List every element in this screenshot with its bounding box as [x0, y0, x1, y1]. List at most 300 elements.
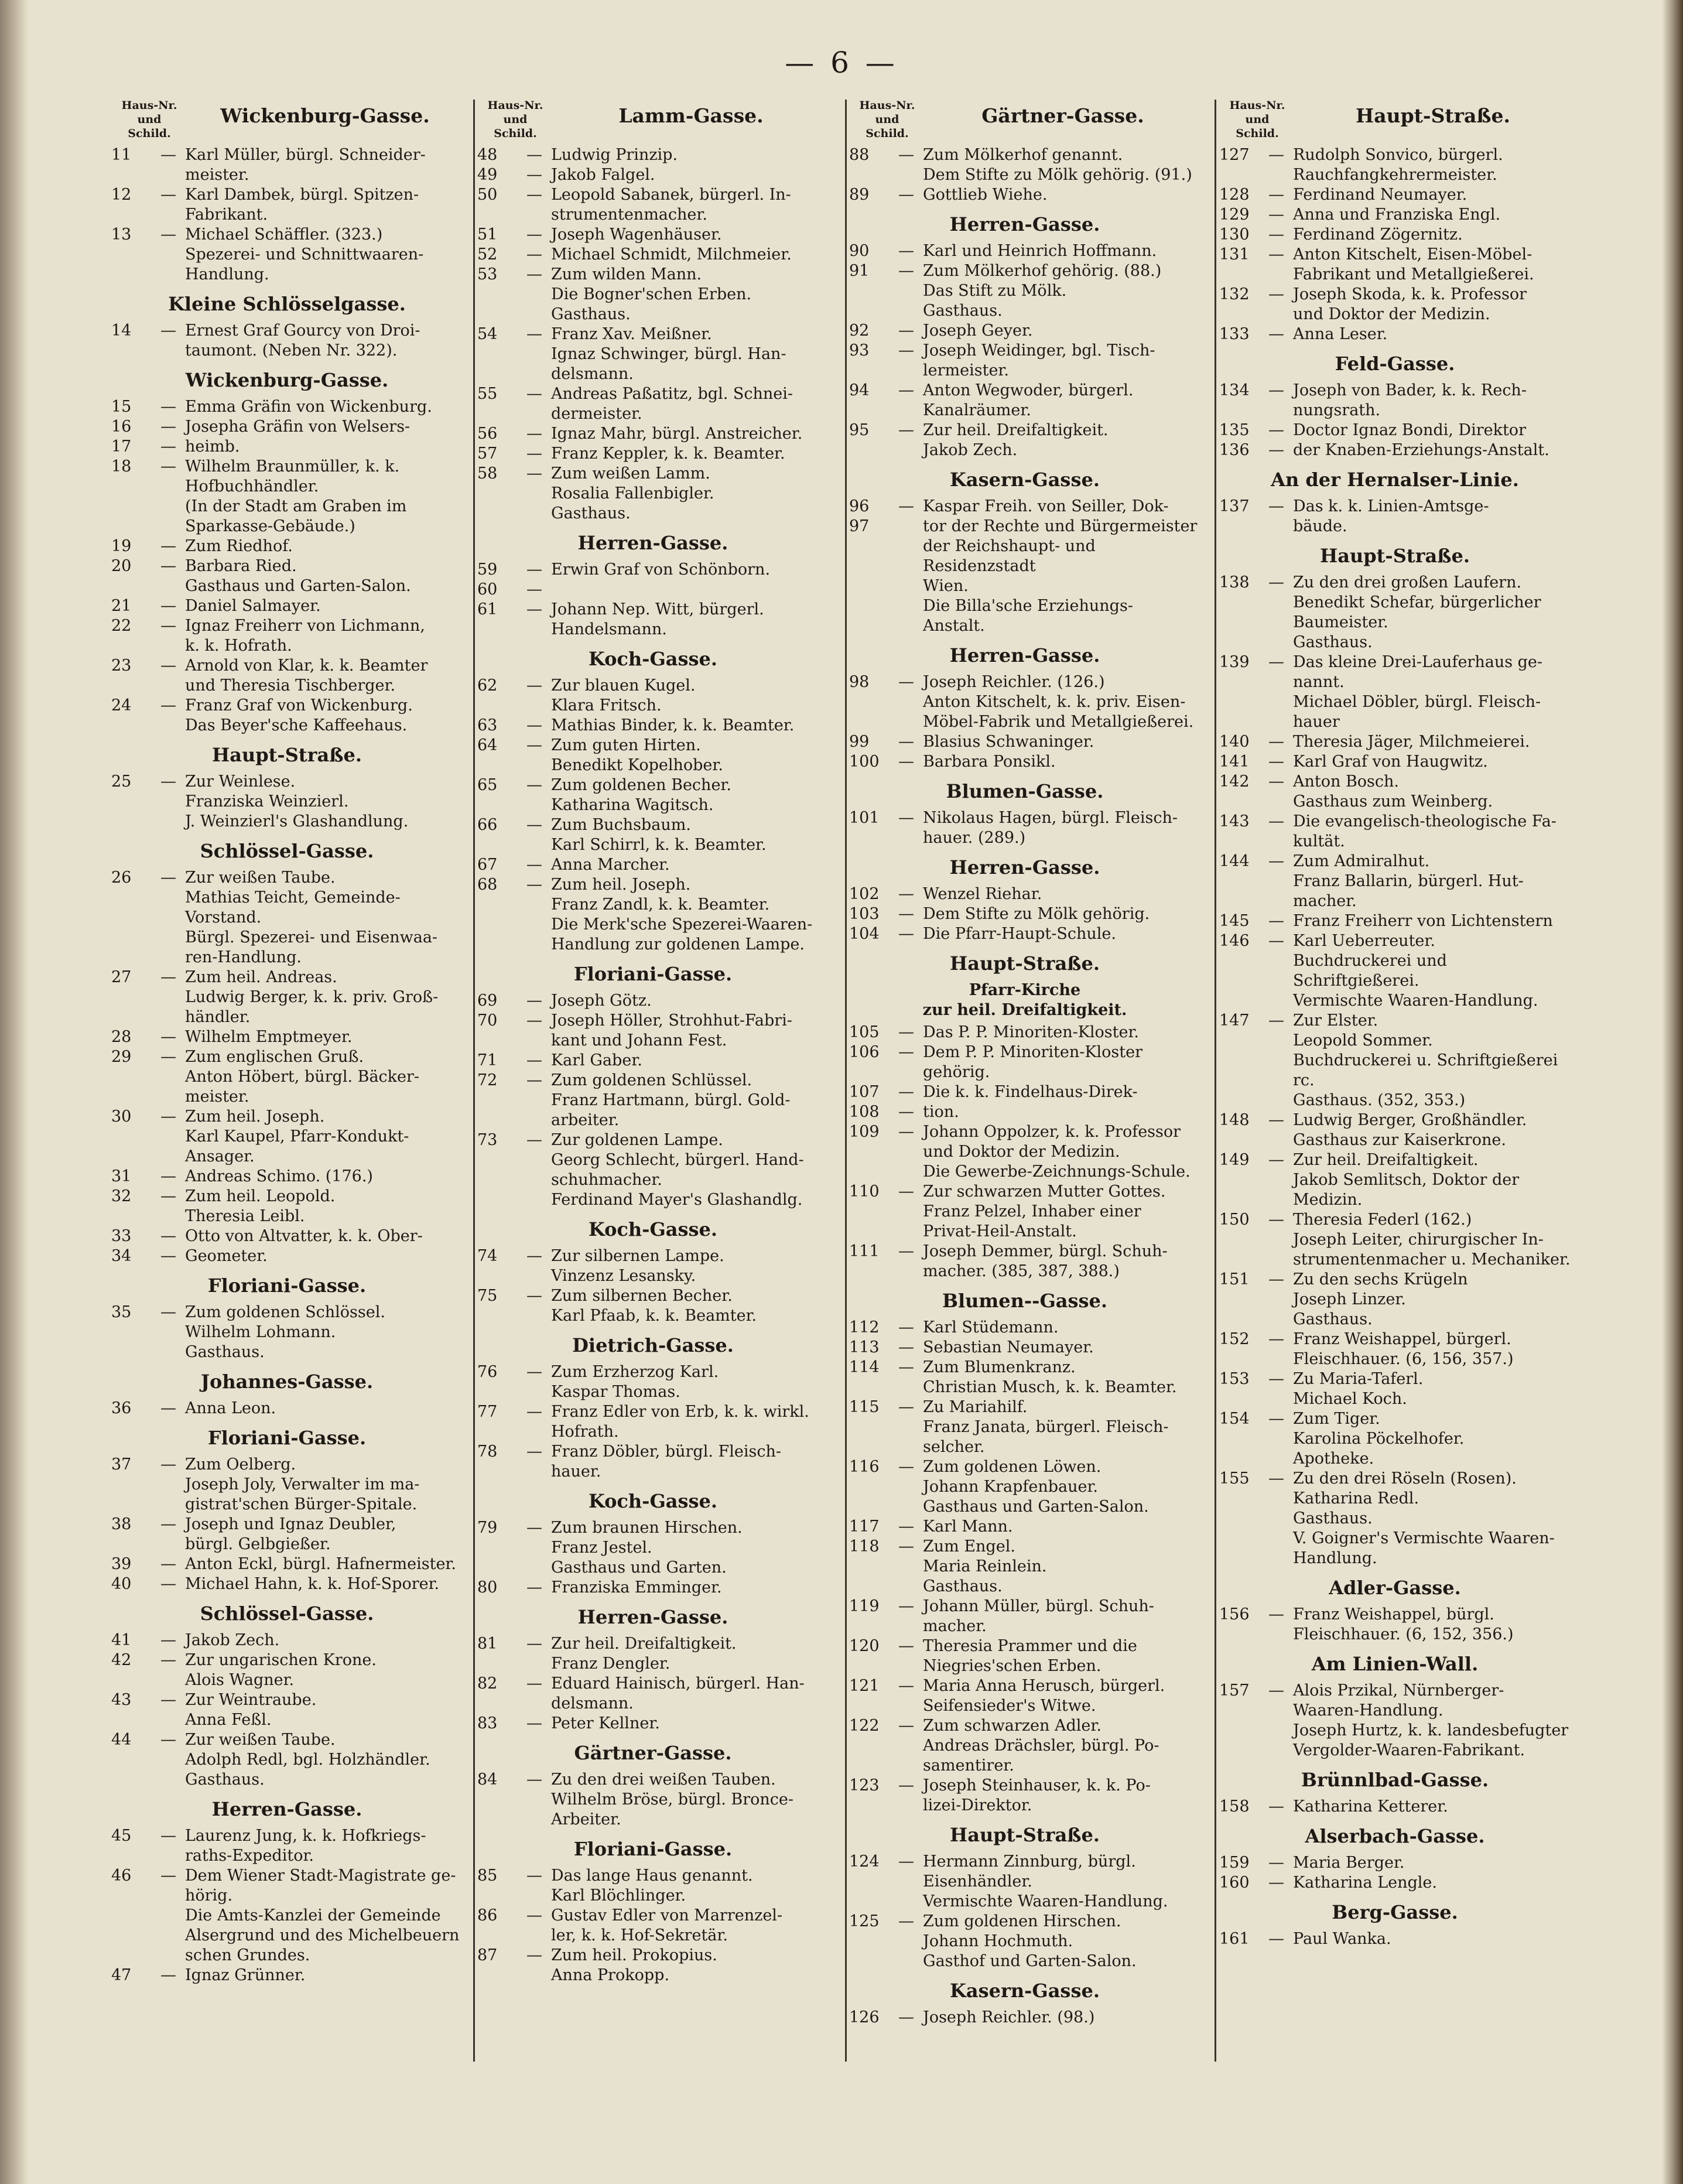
- house-number: 130: [1219, 225, 1250, 244]
- street-section-heading: Koch-Gasse.: [588, 1218, 718, 1240]
- list-item: [849, 241, 1200, 261]
- house-number: 25: [111, 773, 132, 791]
- entry-dash: —: [898, 1398, 914, 1416]
- entry-dash: —: [526, 385, 542, 403]
- house-number: 34: [111, 1247, 132, 1265]
- resident-entry: Ludwig Prinzip.: [551, 146, 678, 164]
- entry-dash: —: [526, 445, 542, 463]
- list-item: [1219, 1011, 1571, 1110]
- house-number: 74: [477, 1247, 498, 1265]
- street-section-heading: Floriani-Gasse.: [207, 1427, 367, 1449]
- house-number: 150: [1219, 1211, 1250, 1229]
- entry-dash: —: [898, 1083, 914, 1101]
- entry-dash: —: [160, 557, 176, 575]
- list-item: [1219, 812, 1571, 852]
- list-item: [1219, 285, 1571, 324]
- house-number: 87: [477, 1946, 498, 1964]
- house-number: 66: [477, 816, 498, 834]
- street-section-heading: Adler-Gasse.: [1329, 1577, 1461, 1599]
- list-item: [849, 1023, 1200, 1043]
- resident-entry: Nikolaus Hagen, bürgl. Fleisch- hauer. (289.): [923, 809, 1178, 847]
- list-item: [111, 1650, 463, 1690]
- resident-entry: Theresia Jäger, Milchmeierei.: [1293, 733, 1530, 751]
- street-section-heading: Herren-Gasse.: [949, 213, 1100, 235]
- list-item: [1219, 652, 1571, 732]
- house-number: 67: [477, 856, 498, 874]
- resident-entry: Zu den drei weißen Tauben. Wilhelm Bröse, bürgl. Bronce- Arbeiter.: [551, 1771, 794, 1828]
- resident-entry: Das P. P. Minoriten-Kloster.: [923, 1023, 1139, 1041]
- directory-column-4: [1219, 98, 1571, 2166]
- list-item: [1219, 1369, 1571, 1409]
- resident-entry: Joseph und Ignaz Deubler, bürgl. Gelbgießer.: [185, 1515, 396, 1553]
- house-number: 101: [849, 809, 880, 827]
- entry-dash: —: [898, 1043, 914, 1061]
- house-number: 153: [1219, 1370, 1250, 1388]
- house-number: 64: [477, 736, 498, 754]
- entry-dash: —: [1268, 773, 1284, 791]
- entry-dash: —: [1268, 497, 1284, 515]
- entry-dash: —: [526, 676, 542, 695]
- directory-column-1: [111, 98, 463, 2166]
- list-item: [111, 225, 463, 285]
- list-item: [111, 1455, 463, 1515]
- resident-entry: Franz Graf von Wickenburg. Das Beyer'sche Kaffeehaus.: [185, 696, 413, 734]
- house-number: 37: [111, 1455, 132, 1474]
- resident-entry: Zum heil. Prokopius. Anna Prokopp.: [551, 1946, 717, 1984]
- resident-entry: Die k. k. Findelhaus-Direk-: [923, 1083, 1138, 1101]
- page-number: — 6 —: [785, 46, 898, 80]
- resident-entry: Katharina Ketterer.: [1293, 1797, 1448, 1816]
- resident-entry: Zum heil. Joseph. Karl Kaupel, Pfarr-Kondukt- Ansager.: [185, 1108, 409, 1166]
- list-item: [477, 716, 829, 736]
- resident-entry: Zur ungarischen Krone. Alois Wagner.: [185, 1651, 377, 1689]
- house-number: 100: [849, 753, 880, 771]
- house-number: 53: [477, 265, 498, 283]
- house-number: 140: [1219, 733, 1250, 751]
- resident-entry: Karl Dambek, bürgl. Spitzen- Fabrikant.: [185, 186, 419, 224]
- house-number: 32: [111, 1187, 132, 1205]
- list-item: [477, 165, 829, 185]
- list-item: [111, 1554, 463, 1574]
- list-item: [477, 1051, 829, 1071]
- resident-entry: Ignaz Grünner.: [185, 1966, 306, 1984]
- house-number: 18: [111, 457, 132, 476]
- resident-entry: Erwin Graf von Schönborn.: [551, 560, 771, 579]
- resident-entry: Katharina Lengle.: [1293, 1874, 1437, 1892]
- list-item: [1219, 205, 1571, 225]
- list-item: [1219, 1853, 1571, 1873]
- house-number: 41: [111, 1631, 132, 1649]
- list-item: [111, 185, 463, 225]
- entry-dash: —: [1268, 1370, 1284, 1388]
- list-item: [849, 1122, 1200, 1182]
- entry-dash: —: [526, 166, 542, 184]
- resident-entry: Zu den sechs Krügeln Joseph Linzer. Gasthaus.: [1293, 1270, 1468, 1328]
- house-number: 69: [477, 992, 498, 1010]
- entry-dash: —: [526, 876, 542, 894]
- entry-dash: —: [1268, 753, 1284, 771]
- resident-entry: Zum schwarzen Adler. Andreas Drächsler, bürgl. Po- samentirer.: [923, 1717, 1159, 1775]
- resident-entry: Eduard Hainisch, bürgerl. Han- delsmann.: [551, 1674, 805, 1713]
- house-number: 131: [1219, 245, 1250, 264]
- resident-entry: Zum heil. Leopold. Theresia Leibl.: [185, 1187, 336, 1225]
- list-item: [849, 1318, 1200, 1338]
- list-item: [849, 1397, 1200, 1457]
- list-item: [477, 424, 829, 444]
- entry-dash: —: [526, 1403, 542, 1421]
- list-item: [111, 656, 463, 696]
- house-number: 78: [477, 1443, 498, 1461]
- list-item: [111, 556, 463, 596]
- entry-dash: —: [160, 438, 176, 456]
- entry-dash: —: [1268, 1854, 1284, 1872]
- list-item: [1219, 772, 1571, 812]
- entry-dash: —: [898, 673, 914, 691]
- resident-entry: Geometer.: [185, 1247, 268, 1265]
- entry-dash: —: [898, 1853, 914, 1871]
- house-number: 142: [1219, 773, 1250, 791]
- resident-entry: Zum braunen Hirschen. Franz Jestel. Gasthaus und Garten.: [551, 1519, 743, 1577]
- list-item: [849, 1912, 1200, 1971]
- house-number: 124: [849, 1853, 880, 1871]
- house-number: 59: [477, 560, 498, 579]
- list-item: [111, 868, 463, 968]
- list-item: [477, 1286, 829, 1326]
- list-item: [111, 321, 463, 361]
- resident-entry: Karl Mann.: [923, 1517, 1013, 1536]
- entry-dash: —: [1268, 146, 1284, 164]
- list-item: [111, 1866, 463, 1966]
- entry-dash: —: [526, 1443, 542, 1461]
- resident-entry: Joseph Demmer, bürgl. Schuh- macher. (385, 387, 388.): [923, 1242, 1168, 1280]
- house-number: 29: [111, 1048, 132, 1066]
- entry-dash: —: [898, 262, 914, 280]
- house-number: 56: [477, 425, 498, 443]
- list-item: [849, 884, 1200, 904]
- house-number: 105: [849, 1023, 880, 1041]
- entry-dash: —: [526, 1578, 542, 1597]
- list-item: [111, 696, 463, 736]
- column-header: [849, 98, 1200, 142]
- house-number: 36: [111, 1399, 132, 1417]
- entry-dash: —: [526, 325, 542, 343]
- list-item: [477, 1442, 829, 1482]
- resident-entry: Zum englischen Gruß. Anton Höbert, bürgl. Bäcker- meister.: [185, 1048, 420, 1106]
- entry-dash: —: [526, 225, 542, 244]
- resident-entry: Franz Weishappel, bürgerl. Fleischhauer. (6, 156, 357.): [1293, 1330, 1514, 1368]
- entry-dash: —: [898, 497, 914, 515]
- resident-entry: Ignaz Freiherr von Lichmann, k. k. Hofrath.: [185, 617, 425, 655]
- entry-dash: —: [160, 1691, 176, 1709]
- resident-entry: Zur weißen Taube. Adolph Redl, bgl. Holzhändler. Gasthaus.: [185, 1731, 430, 1789]
- house-number: 160: [1219, 1874, 1250, 1892]
- list-item: [849, 2008, 1200, 2028]
- house-number: 113: [849, 1338, 880, 1356]
- entry-dash: —: [1268, 812, 1284, 830]
- house-number: 42: [111, 1651, 132, 1669]
- resident-entry: Zur blauen Kugel. Klara Fritsch.: [551, 676, 696, 715]
- house-number: 147: [1219, 1011, 1250, 1030]
- street-section-heading: Herren-Gasse.: [949, 856, 1100, 879]
- entry-dash: —: [1268, 1270, 1284, 1288]
- resident-entry: Karl Gaber.: [551, 1051, 642, 1069]
- resident-entry: Zur Elster. Leopold Sommer. Buchdruckerei u. Schriftgießerei rc. Gasthaus. (352, 353.): [1293, 1011, 1558, 1109]
- house-number: 33: [111, 1227, 132, 1245]
- house-number: 72: [477, 1071, 498, 1089]
- house-number: 22: [111, 617, 132, 635]
- street-section-heading: Feld-Gasse.: [1335, 353, 1455, 375]
- entry-dash: —: [526, 736, 542, 754]
- list-item: [849, 808, 1200, 848]
- resident-entry: Ludwig Berger, Großhändler. Gasthaus zur Kaiserkrone.: [1293, 1111, 1527, 1149]
- house-number: 28: [111, 1028, 132, 1046]
- house-number: 70: [477, 1011, 498, 1030]
- resident-entry: Joseph von Bader, k. k. Rech- nungsrath.: [1293, 381, 1527, 419]
- house-number: 15: [111, 398, 132, 416]
- resident-entry: Dem Wiener Stadt-Magistrate ge- hörig. Die Amts-Kanzlei der Gemeinde Alsergrund und des Michelbeuern schen Grundes.: [185, 1867, 460, 1964]
- resident-entry: Josepha Gräfin von Welsers-: [185, 418, 411, 436]
- resident-entry: Zur heil. Dreifaltigkeit. Jakob Zech.: [923, 421, 1109, 459]
- entry-dash: —: [898, 341, 914, 360]
- house-number: 91: [849, 262, 870, 280]
- list-item: [849, 924, 1200, 944]
- resident-entry: Gottlieb Wiehe.: [923, 186, 1048, 204]
- entry-dash: —: [898, 1517, 914, 1536]
- house-number: 137: [1219, 497, 1250, 515]
- church-note: Pfarr-Kirche zur heil. Dreifaltigkeit.: [922, 981, 1127, 1019]
- list-item: [1219, 245, 1571, 285]
- list-item: [849, 752, 1200, 772]
- resident-entry: Franz Döbler, bürgl. Fleisch- hauer.: [551, 1443, 781, 1481]
- list-item: [1219, 752, 1571, 772]
- resident-entry: Zum Mölkerhof gehörig. (88.) Das Stift zu Mölk. Gasthaus.: [923, 262, 1162, 320]
- house-number: 27: [111, 968, 132, 986]
- list-item: [1219, 1797, 1571, 1817]
- street-section-heading: Kasern-Gasse.: [950, 1980, 1100, 2002]
- resident-entry: Joseph Reichler. (126.) Anton Kitschelt, k. k. priv. Eisen- Möbel-Fabrik und Metallgießerei.: [923, 673, 1194, 731]
- entry-dash: —: [526, 464, 542, 483]
- list-item: [1219, 931, 1571, 1011]
- entry-dash: —: [526, 1714, 542, 1732]
- entry-dash: —: [160, 869, 176, 887]
- page-edge-shadow: [1662, 0, 1683, 2184]
- entry-dash: —: [160, 773, 176, 791]
- entry-dash: —: [1268, 653, 1284, 671]
- entry-dash: —: [1268, 912, 1284, 930]
- resident-entry: Das kleine Drei-Lauferhaus ge- nannt. Michael Döbler, bürgl. Fleisch- hauer: [1293, 653, 1543, 731]
- list-item: [111, 1399, 463, 1419]
- entry-dash: —: [1268, 1011, 1284, 1030]
- list-item: [111, 536, 463, 556]
- resident-entry: Jakob Zech.: [185, 1631, 280, 1649]
- entry-dash: —: [160, 1631, 176, 1649]
- resident-entry: Rudolph Sonvico, bürgerl. Rauchfangkehrermeister.: [1293, 146, 1503, 184]
- entry-dash: —: [526, 1011, 542, 1030]
- street-section-heading: Haupt-Straße.: [1320, 545, 1470, 567]
- entry-dash: —: [160, 1867, 176, 1885]
- house-number: 141: [1219, 753, 1250, 771]
- entry-dash: —: [898, 1318, 914, 1337]
- house-number: 26: [111, 869, 132, 887]
- resident-entry: Das k. k. Linien-Amtsge- bäude.: [1293, 497, 1489, 535]
- resident-entry: Sebastian Neumayer.: [923, 1338, 1094, 1356]
- resident-entry: Kaspar Freih. von Seiller, Dok- tor der Rechte und Bürgermeister der Reichshaupt- und Residenzstadt Wien. Die Billa'sche Erziehungs- Anstalt.: [923, 497, 1198, 635]
- resident-entry: Michael Hahn, k. k. Hof-Sporer.: [185, 1575, 440, 1593]
- resident-entry: Joseph Weidinger, bgl. Tisch- lermeister.: [923, 341, 1155, 380]
- resident-entry: Dem Stifte zu Mölk gehörig.: [923, 905, 1150, 923]
- entry-dash: —: [160, 1731, 176, 1749]
- resident-entry: Joseph Wagenhäuser.: [551, 225, 722, 244]
- house-number: 24: [111, 696, 132, 715]
- resident-entry: Das lange Haus genannt. Karl Blöchlinger.: [551, 1867, 753, 1905]
- resident-entry: Zum Tiger. Karolina Pöckelhofer. Apotheke.: [1293, 1410, 1465, 1468]
- resident-entry: Alois Przikal, Nürnberger- Waaren-Handlung. Joseph Hurtz, k. k. landesbefugter Vergolder-Waaren-Fabrikant.: [1293, 1681, 1569, 1759]
- resident-entry: Maria Berger.: [1293, 1854, 1405, 1872]
- street-section-heading: Brünnlbad-Gasse.: [1301, 1769, 1489, 1791]
- list-item: [1219, 1681, 1571, 1761]
- resident-entry: Anna und Franziska Engl.: [1293, 206, 1501, 224]
- entry-dash: —: [526, 1519, 542, 1537]
- entry-dash: —: [160, 1227, 176, 1245]
- house-number: 76: [477, 1363, 498, 1381]
- list-item: [477, 265, 829, 324]
- house-number: 23: [111, 657, 132, 675]
- entry-dash: —: [1268, 1151, 1284, 1169]
- resident-entry: Barbara Ponsikl.: [923, 753, 1056, 771]
- resident-entry: Anton Eckl, bürgl. Hafnermeister.: [185, 1555, 456, 1573]
- house-number: 13: [111, 225, 132, 244]
- list-item: [849, 261, 1200, 321]
- resident-entry: Wilhelm Emptmeyer.: [185, 1028, 353, 1046]
- list-item: [477, 245, 829, 265]
- house-number: 98: [849, 673, 870, 691]
- house-number: 48: [477, 146, 498, 164]
- house-number: 146: [1219, 932, 1250, 950]
- entry-dash: —: [898, 1637, 914, 1655]
- list-item: [849, 1676, 1200, 1716]
- street-section-heading: Alserbach-Gasse.: [1305, 1825, 1485, 1847]
- house-number: 65: [477, 776, 498, 794]
- resident-entry: Zum Oelberg. Joseph Joly, Verwalter im ma- gistrat'schen Bürger-Spitale.: [185, 1455, 420, 1513]
- resident-entry: Zum Mölkerhof genannt. Dem Stifte zu Mölk gehörig. (91.): [923, 146, 1192, 184]
- resident-entry: Die Pfarr-Haupt-Schule.: [923, 925, 1116, 943]
- list-item: [849, 1457, 1200, 1517]
- resident-entry: Hermann Zinnburg, bürgl. Eisenhändler. Vermischte Waaren-Handlung.: [923, 1853, 1168, 1910]
- entry-dash: —: [526, 1131, 542, 1149]
- house-number: 51: [477, 225, 498, 244]
- entry-dash: —: [898, 905, 914, 923]
- resident-entry: Anna Leon.: [185, 1399, 276, 1417]
- resident-entry: Zur weißen Taube. Mathias Teicht, Gemeinde-Vorstand. Bürgl. Spezerei- und Eisenwaa- ren-Handlung.: [185, 869, 438, 966]
- entry-dash: —: [898, 753, 914, 771]
- entry-dash: —: [160, 1966, 176, 1984]
- street-title: Gärtner-Gasse.: [981, 104, 1144, 127]
- list-item: [849, 1716, 1200, 1776]
- resident-entry: Zu den drei Röseln (Rosen). Katharina Redl. Gasthaus. V. Goigner's Vermischte Waaren- Handlung.: [1293, 1469, 1555, 1567]
- resident-entry: Karl und Heinrich Hoffmann.: [923, 242, 1157, 260]
- house-number: 107: [849, 1083, 880, 1101]
- entry-dash: —: [1268, 1930, 1284, 1948]
- resident-entry: Joseph Steinhauser, k. k. Po- lizei-Direktor.: [923, 1776, 1151, 1814]
- entry-dash: —: [898, 1597, 914, 1615]
- resident-entry: Ferdinand Neumayer.: [1293, 186, 1468, 204]
- list-item: [849, 1043, 1200, 1082]
- resident-entry: Zu Maria-Taferl. Michael Koch.: [1293, 1370, 1424, 1408]
- resident-entry: der Knaben-Erziehungs-Anstalt.: [1293, 441, 1549, 459]
- entry-dash: —: [898, 1458, 914, 1476]
- resident-entry: Franz Keppler, k. k. Beamter.: [551, 445, 785, 463]
- list-item: [111, 1167, 463, 1187]
- resident-entry: Zur schwarzen Mutter Gottes. Franz Pelzel, Inhaber einer Privat-Heil-Anstalt.: [923, 1182, 1166, 1240]
- resident-entry: Andreas Paßatitz, bgl. Schnei- dermeister.: [551, 385, 793, 423]
- list-item: [111, 1826, 463, 1866]
- entry-dash: —: [526, 856, 542, 874]
- resident-entry: Wenzel Riehar.: [923, 885, 1042, 903]
- house-number: 39: [111, 1555, 132, 1573]
- house-number: 112: [849, 1318, 880, 1337]
- entry-dash: —: [160, 1247, 176, 1265]
- entry-dash: —: [1268, 1410, 1284, 1428]
- resident-entry: Zum goldenen Hirschen. Johann Hochmuth. Gasthof und Garten-Salon.: [923, 1912, 1137, 1970]
- list-item: [849, 1182, 1200, 1242]
- entry-dash: —: [526, 1287, 542, 1305]
- resident-entry: Barbara Ried. Gasthaus und Garten-Salon.: [185, 557, 411, 595]
- resident-entry: Mathias Binder, k. k. Beamter.: [551, 716, 795, 734]
- entry-dash: —: [526, 245, 542, 264]
- street-section-heading: Wickenburg-Gasse.: [185, 369, 389, 391]
- resident-entry: Maria Anna Herusch, bürgerl. Seifensieder's Witwe.: [923, 1677, 1165, 1715]
- entry-dash: —: [160, 597, 176, 615]
- house-number: 159: [1219, 1854, 1250, 1872]
- list-item: [477, 1362, 829, 1402]
- house-number: 123: [849, 1776, 880, 1795]
- list-item: [1219, 381, 1571, 421]
- entry-dash: —: [898, 146, 914, 164]
- entry-dash: —: [1268, 1469, 1284, 1488]
- house-number: 149: [1219, 1151, 1250, 1169]
- resident-entry: Zum Admiralhut. Franz Ballarin, bürgerl. Hut- macher.: [1293, 852, 1524, 910]
- entry-dash: —: [160, 322, 176, 340]
- entry-dash: —: [160, 1167, 176, 1185]
- entry-dash: —: [526, 265, 542, 283]
- entry-dash: —: [898, 1537, 914, 1556]
- house-number: 92: [849, 322, 870, 340]
- list-item: [1219, 852, 1571, 911]
- house-number: 157: [1219, 1681, 1250, 1700]
- street-section-heading: Am Linien-Wall.: [1311, 1653, 1479, 1675]
- house-number: 109: [849, 1123, 880, 1141]
- entry-dash: —: [526, 992, 542, 1010]
- list-item: [1219, 911, 1571, 931]
- directory-column-3: [849, 98, 1200, 2166]
- entry-dash: —: [160, 1399, 176, 1417]
- resident-entry: Joseph Geyer.: [923, 322, 1033, 340]
- entry-dash: —: [898, 1242, 914, 1260]
- resident-entry: Zum goldenen Schlüssel. Franz Hartmann, bürgl. Gold- arbeiter.: [551, 1071, 791, 1129]
- entry-dash: —: [160, 537, 176, 555]
- list-item: [477, 1578, 829, 1598]
- house-number: 68: [477, 876, 498, 894]
- list-item: [111, 1226, 463, 1246]
- entry-dash: —: [898, 1182, 914, 1201]
- column-header: [1219, 98, 1571, 142]
- resident-entry: Zu Mariahilf. Franz Janata, bürgerl. Fleisch- selcher.: [923, 1398, 1169, 1456]
- list-item: [1219, 1873, 1571, 1893]
- entry-dash: —: [898, 1912, 914, 1930]
- house-number: 55: [477, 385, 498, 403]
- resident-entry: Zur silbernen Lampe. Vinzenz Lesansky.: [551, 1247, 724, 1285]
- list-item: [477, 324, 829, 384]
